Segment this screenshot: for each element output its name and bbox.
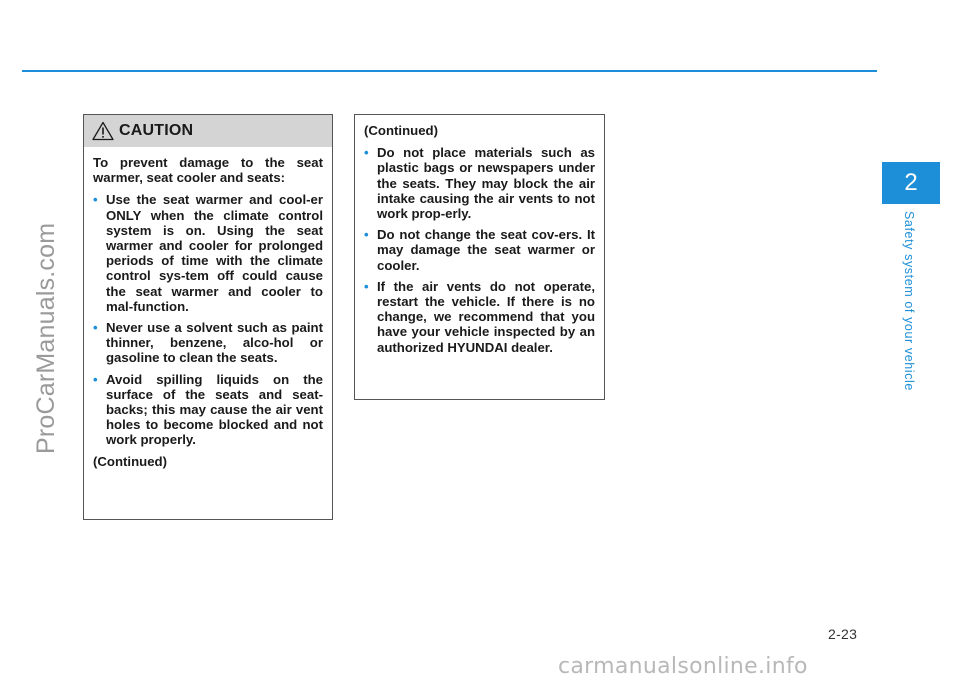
caution-item-text: Do not place materials such as plastic bags or newspapers under the seats. They may block the air intake causing the air vents to not work prop-erly. — [377, 145, 595, 222]
top-divider — [22, 70, 877, 72]
caution-item-text: Avoid spilling liquids on the surface of the seats and seat-backs; this may cause the air vent holes to become blocked and not work properly. — [106, 371, 323, 448]
caution-item-text: Never use a solvent such as paint thinner, benzene, alco-hol or gasoline to clean the seats. — [106, 320, 323, 366]
bullet-icon: • — [93, 320, 98, 336]
page-number: 2-23 — [828, 626, 858, 642]
caution-item — [93, 192, 323, 314]
chapter-title: Safety system of your vehicle — [902, 211, 916, 391]
bullet-icon: • — [364, 278, 369, 294]
bullet-icon: • — [364, 145, 369, 161]
continued-footer: (Continued) — [93, 453, 167, 469]
caution-box — [83, 114, 333, 520]
caution-item — [364, 227, 595, 273]
caution-body-right — [355, 115, 604, 355]
bottom-watermark: carmanualsonline.info — [558, 654, 808, 679]
caution-item-text: Use the seat warmer and cool-er ONLY when the climate control system is on. Using the seat warmer and cooler for prolonged periods of time with the climate control sys-tem off could cause the seat warmer and cooler to mal-function. — [106, 192, 323, 314]
side-watermark: ProCarManuals.com — [32, 222, 60, 454]
chapter-number: 2 — [904, 169, 918, 196]
caution-item-text: Do not change the seat cov-ers. It may damage the seat warmer or cooler. — [377, 227, 595, 273]
caution-item — [93, 372, 323, 448]
caution-title: CAUTION — [119, 122, 194, 139]
caution-header — [84, 115, 332, 147]
caution-item — [364, 279, 595, 355]
caution-intro: To prevent damage to the seat warmer, seat cooler and seats: — [93, 155, 323, 186]
caution-item — [93, 320, 323, 366]
caution-body-left — [84, 147, 332, 469]
bullet-icon: • — [364, 227, 369, 243]
caution-item-text: If the air vents do not operate, restart the vehicle. If there is no change, we recommend that you have your vehicle inspected by an authorized HYUNDAI dealer. — [377, 278, 595, 355]
caution-item — [364, 145, 595, 221]
bullet-icon: • — [93, 192, 98, 208]
caution-box-continued — [354, 114, 605, 400]
chapter-tab — [882, 162, 940, 204]
bullet-icon: • — [93, 371, 98, 387]
continued-header: (Continued) — [364, 123, 438, 138]
warning-triangle-icon — [92, 121, 114, 141]
